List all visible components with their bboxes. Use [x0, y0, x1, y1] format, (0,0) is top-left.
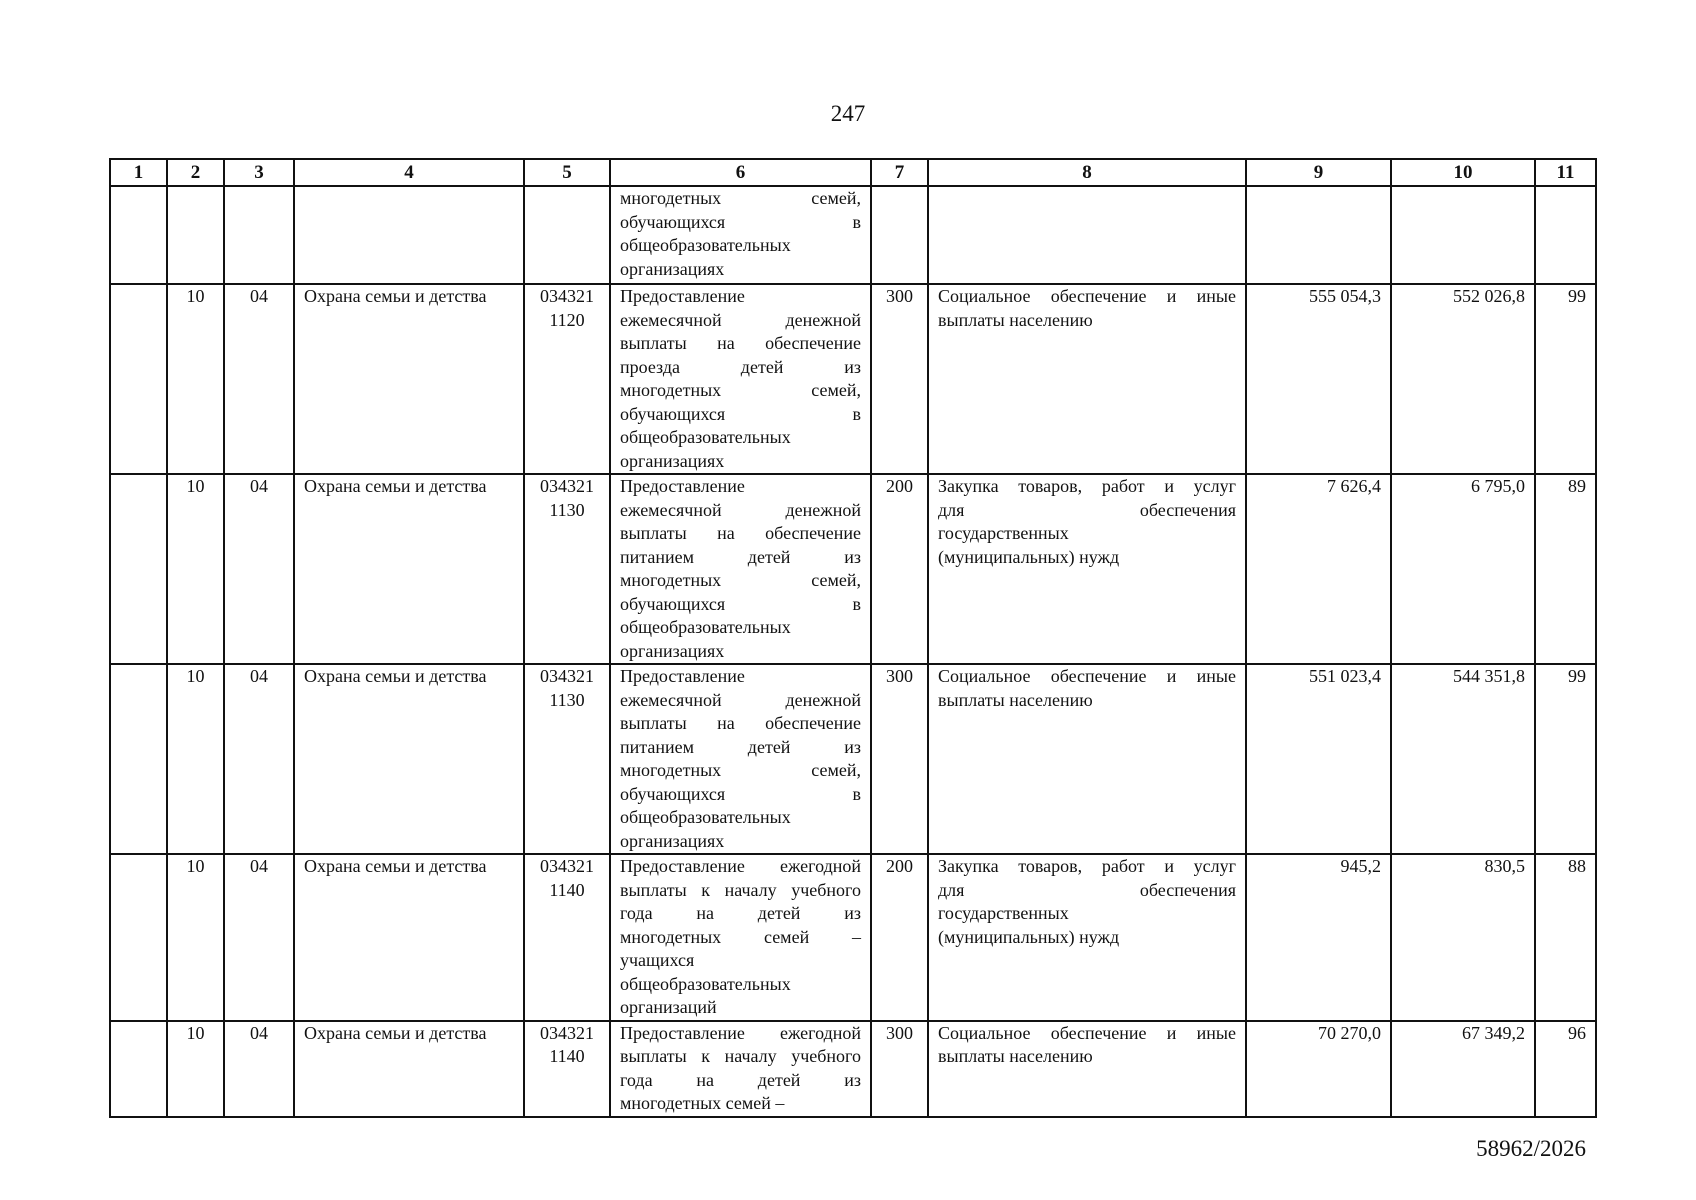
text-line: (муниципальных) нужд	[938, 926, 1120, 947]
cell-expense-type-name	[928, 284, 1246, 474]
cell-subsection: 04	[224, 474, 294, 664]
text-line: Предоставление ежегодной	[620, 856, 861, 876]
cell-expense-type	[871, 186, 928, 284]
cell-target-article	[524, 1021, 610, 1117]
text-line: года на детей из	[620, 903, 861, 923]
column-header-1: 1	[110, 159, 167, 186]
cell-executed-amount: 544 351,8	[1391, 664, 1535, 854]
table-row	[110, 1021, 1596, 1117]
cell-percent: 96	[1535, 1021, 1596, 1117]
cell-percent: 88	[1535, 854, 1596, 1021]
cell-subsection	[224, 186, 294, 284]
cell-percent: 99	[1535, 664, 1596, 854]
cell-section-name: Охрана семьи и детства	[294, 284, 524, 474]
column-header-9: 9	[1246, 159, 1391, 186]
cell-target-article	[524, 284, 610, 474]
text-line: ежемесячной денежной	[620, 499, 861, 520]
text-line: ежемесячной денежной	[620, 309, 861, 330]
target-article-part: 034321	[540, 476, 594, 496]
cell-target-article	[524, 664, 610, 854]
cell-executed-amount: 552 026,8	[1391, 284, 1535, 474]
table-row	[110, 664, 1596, 854]
text-line: Предоставление ежегодной	[620, 1022, 861, 1043]
text-line: обучающихся в	[620, 783, 861, 804]
text-line: обучающихся в	[620, 211, 861, 232]
table-row	[110, 186, 1596, 284]
text-line: государственных	[938, 903, 1069, 923]
cell-article-name	[610, 284, 871, 474]
text-line: многодетных семей,	[620, 380, 861, 400]
cell-target-article	[524, 186, 610, 284]
column-header-10: 10	[1391, 159, 1535, 186]
text-line: питанием детей из	[620, 546, 861, 567]
target-article-part: 1130	[549, 689, 585, 710]
text-line: Предоставление	[620, 286, 745, 306]
cell-executed-amount: 6 795,0	[1391, 474, 1535, 664]
text-line: общеобразовательных	[620, 617, 791, 637]
target-article-part: 034321	[540, 666, 594, 686]
text-line: многодетных семей,	[620, 760, 861, 780]
cell-col-1	[110, 474, 167, 664]
text-line: для обеспечения	[938, 879, 1236, 900]
text-line: организациях	[620, 258, 725, 279]
cell-executed-amount: 67 349,2	[1391, 1021, 1535, 1117]
text-line: Закупка товаров, работ и услуг	[938, 856, 1236, 876]
column-header-2: 2	[167, 159, 224, 186]
cell-percent: 99	[1535, 284, 1596, 474]
column-header-8: 8	[928, 159, 1246, 186]
target-article-part: 1120	[549, 309, 585, 330]
text-line: Социальное обеспечение и иные	[938, 666, 1236, 686]
cell-executed-amount: 830,5	[1391, 854, 1535, 1021]
cell-col-1	[110, 186, 167, 284]
text-line: Социальное обеспечение и иные	[938, 1022, 1236, 1043]
target-article-part: 034321	[540, 286, 594, 306]
text-line: организациях	[620, 640, 725, 661]
page-number: 247	[830, 101, 866, 126]
column-header-3: 3	[224, 159, 294, 186]
text-line: Социальное обеспечение и иные	[938, 286, 1236, 306]
text-line: многодетных семей –	[620, 926, 861, 947]
text-line: выплаты на обеспечение	[620, 523, 861, 543]
cell-col-1	[110, 664, 167, 854]
cell-planned-amount: 70 270,0	[1246, 1021, 1391, 1117]
cell-planned-amount: 7 626,4	[1246, 474, 1391, 664]
column-header-4: 4	[294, 159, 524, 186]
table-row	[110, 854, 1596, 1021]
cell-expense-type-name	[928, 854, 1246, 1021]
text-line: проезда детей из	[620, 356, 861, 377]
cell-section-name: Охрана семьи и детства	[294, 854, 524, 1021]
table-body	[110, 186, 1596, 1117]
cell-section: 10	[167, 284, 224, 474]
text-line: выплаты населению	[938, 1046, 1093, 1066]
text-line: Предоставление	[620, 666, 745, 686]
cell-expense-type-name	[928, 186, 1246, 284]
cell-col-1	[110, 1021, 167, 1117]
column-header-7: 7	[871, 159, 928, 186]
text-line: учащихся	[620, 950, 695, 970]
cell-col-1	[110, 284, 167, 474]
text-line: общеобразовательных	[620, 807, 791, 827]
cell-col-1	[110, 854, 167, 1021]
text-line: обучающихся в	[620, 403, 861, 424]
cell-percent	[1535, 186, 1596, 284]
cell-expense-type-name	[928, 474, 1246, 664]
text-line: организациях	[620, 450, 725, 471]
table-row	[110, 284, 1596, 474]
cell-article-name	[610, 474, 871, 664]
column-header-11: 11	[1535, 159, 1596, 186]
cell-percent: 89	[1535, 474, 1596, 664]
target-article-part: 1130	[549, 499, 585, 520]
text-line: многодетных семей,	[620, 570, 861, 590]
text-line: организаций	[620, 997, 717, 1017]
target-article-part: 1140	[549, 879, 585, 900]
cell-article-name	[610, 1021, 871, 1117]
cell-article-name	[610, 664, 871, 854]
text-line: выплаты к началу учебного	[620, 1046, 861, 1066]
cell-planned-amount	[1246, 186, 1391, 284]
header-row	[110, 159, 1596, 186]
cell-article-name	[610, 854, 871, 1021]
cell-expense-type: 200	[871, 474, 928, 664]
cell-executed-amount	[1391, 186, 1535, 284]
column-header-6: 6	[610, 159, 871, 186]
cell-expense-type: 200	[871, 854, 928, 1021]
cell-article-name	[610, 186, 871, 284]
cell-expense-type: 300	[871, 1021, 928, 1117]
text-line: обучающихся в	[620, 593, 861, 614]
text-line: выплаты на обеспечение	[620, 333, 861, 353]
text-line: года на детей из	[620, 1069, 861, 1090]
target-article-part: 1140	[549, 1046, 585, 1066]
target-article-part: 034321	[540, 856, 594, 876]
text-line: Предоставление	[620, 476, 745, 496]
cell-section: 10	[167, 664, 224, 854]
target-article-part: 034321	[540, 1022, 594, 1043]
text-line: государственных	[938, 523, 1069, 543]
cell-expense-type-name	[928, 1021, 1246, 1117]
text-line: Закупка товаров, работ и услуг	[938, 476, 1236, 496]
text-line: общеобразовательных	[620, 973, 791, 994]
cell-subsection: 04	[224, 284, 294, 474]
cell-section	[167, 186, 224, 284]
table-header	[110, 159, 1596, 186]
cell-expense-type: 300	[871, 664, 928, 854]
text-line: организациях	[620, 830, 725, 851]
cell-section-name: Охрана семьи и детства	[294, 1021, 524, 1117]
cell-section-name: Охрана семьи и детства	[294, 664, 524, 854]
text-line: общеобразовательных	[620, 235, 791, 255]
text-line: многодетных семей,	[620, 188, 861, 208]
column-header-5: 5	[524, 159, 610, 186]
text-line: выплаты населению	[938, 309, 1093, 330]
budget-table	[109, 158, 1597, 1118]
text-line: (муниципальных) нужд	[938, 546, 1120, 567]
cell-planned-amount: 551 023,4	[1246, 664, 1391, 854]
cell-subsection: 04	[224, 854, 294, 1021]
cell-planned-amount: 555 054,3	[1246, 284, 1391, 474]
cell-section-name	[294, 186, 524, 284]
cell-target-article	[524, 474, 610, 664]
text-line: выплаты населению	[938, 689, 1093, 710]
cell-expense-type-name	[928, 664, 1246, 854]
text-line: многодетных семей –	[620, 1093, 785, 1113]
text-line: для обеспечения	[938, 499, 1236, 520]
cell-expense-type: 300	[871, 284, 928, 474]
text-line: ежемесячной денежной	[620, 689, 861, 710]
text-line: выплаты к началу учебного	[620, 879, 861, 900]
cell-section: 10	[167, 1021, 224, 1117]
cell-planned-amount: 945,2	[1246, 854, 1391, 1021]
document-number: 58962/2026	[1476, 1136, 1586, 1161]
cell-section: 10	[167, 854, 224, 1021]
table-row	[110, 474, 1596, 664]
text-line: выплаты на обеспечение	[620, 713, 861, 733]
cell-section: 10	[167, 474, 224, 664]
text-line: питанием детей из	[620, 736, 861, 757]
text-line: общеобразовательных	[620, 427, 791, 447]
cell-subsection: 04	[224, 664, 294, 854]
cell-section-name: Охрана семьи и детства	[294, 474, 524, 664]
cell-subsection: 04	[224, 1021, 294, 1117]
cell-target-article	[524, 854, 610, 1021]
